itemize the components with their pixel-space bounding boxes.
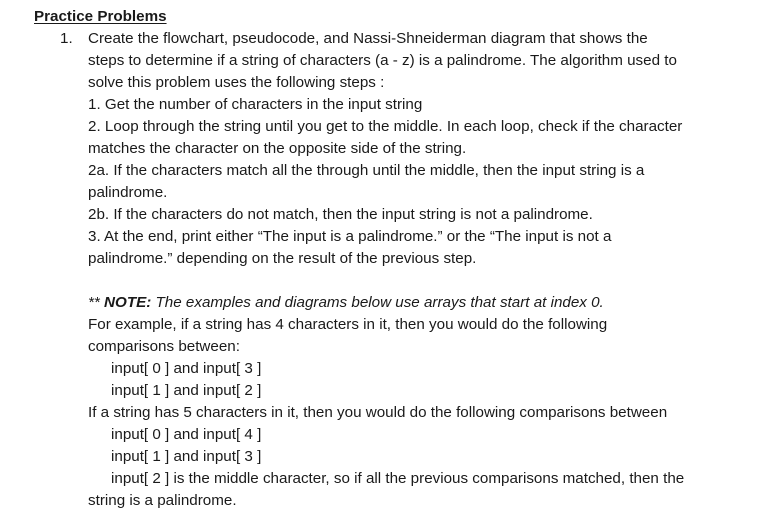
step-line: 2a. If the characters match all the through until the middle, then the input string is a xyxy=(88,162,645,179)
example-intro-line: comparisons between: xyxy=(88,338,240,355)
closing-line: string is a palindrome. xyxy=(88,492,237,509)
page-title: Practice Problems xyxy=(34,8,167,25)
note-text: The examples and diagrams below use arrays that start at index 0. xyxy=(151,294,604,311)
note-line xyxy=(88,292,748,314)
comparison-line: input[ 2 ] is the middle character, so if all the previous comparisons matched, then the xyxy=(111,470,685,487)
note-label: NOTE: xyxy=(104,294,152,311)
intro-line: steps to determine if a string of characters (a - z) is a palindrome. The algorithm used to xyxy=(88,52,677,69)
step-line: palindrome. xyxy=(88,184,168,201)
comparison-line: input[ 0 ] and input[ 4 ] xyxy=(111,426,262,443)
step-line: matches the character on the opposite side of the string. xyxy=(88,140,467,157)
problem-number: 1. xyxy=(60,30,73,47)
blank-line xyxy=(88,270,748,292)
step-line: 1. Get the number of characters in the input string xyxy=(88,96,423,113)
comparison-line: input[ 1 ] and input[ 3 ] xyxy=(111,448,262,465)
problem-item xyxy=(60,28,748,512)
step-line: 2. Loop through the string until you get to the middle. In each loop, check if the character xyxy=(88,118,683,135)
intro-line: solve this problem uses the following steps : xyxy=(88,74,385,91)
note-prefix: ** xyxy=(88,294,105,311)
step-line: 2b. If the characters do not match, then the input string is not a palindrome. xyxy=(88,206,593,223)
comparison-line: input[ 0 ] and input[ 3 ] xyxy=(111,360,262,377)
example-five-intro: If a string has 5 characters in it, then you would do the following comparisons between xyxy=(88,404,668,421)
example-intro-line: For example, if a string has 4 characters in it, then you would do the following xyxy=(88,316,608,333)
intro-line: Create the flowchart, pseudocode, and Nassi-Shneiderman diagram that shows the xyxy=(88,30,648,47)
step-line: palindrome.” depending on the result of the previous step. xyxy=(88,250,477,267)
comparison-line: input[ 1 ] and input[ 2 ] xyxy=(111,382,262,399)
step-line: 3. At the end, print either “The input is a palindrome.” or the “The input is not a xyxy=(88,228,612,245)
